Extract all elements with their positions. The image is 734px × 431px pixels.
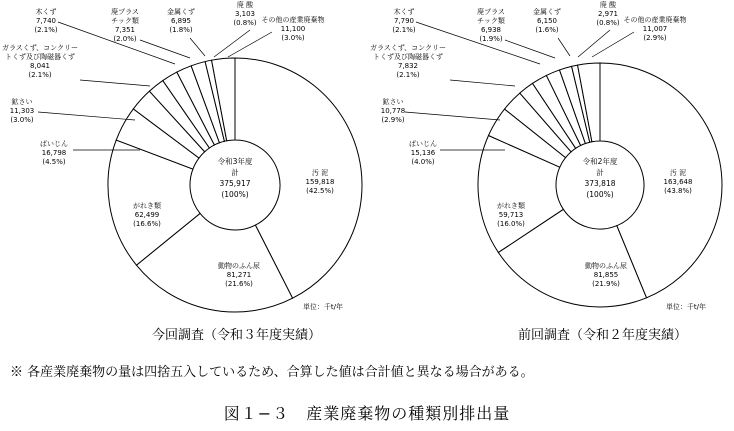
leader-line [38,112,135,120]
slice-label-line: (3.0%) [10,116,34,124]
chart-subtitle-previous: 前回調査（令和２年度実績） [518,328,688,343]
figure-title: 図１−３ 産業廃棄物の種類別排出量 [223,404,511,423]
pie-chart-1 [370,0,722,311]
slice-label [262,15,325,42]
slice-label-line: 7,832 [397,62,419,70]
slice-label-line: 7,740 [35,17,57,25]
slice-label-line: (2.1%) [396,71,420,79]
slice-label-line: 6,895 [170,17,192,25]
slice-label [392,7,416,34]
slice-label-line: 159,818 [305,178,335,186]
slice-label [133,201,161,228]
slice-label-line: (1.8%) [169,26,193,34]
slice-label-line: (21.9%) [592,280,620,288]
leader-line [505,40,555,58]
slice-label-line: チック類 [477,17,505,25]
slice-label-line: 10,778 [380,107,406,115]
chart-subtitle-current: 今回調査（令和３年度実績） [152,328,322,343]
slice-label-line: (2.1%) [28,71,52,79]
slice-label-line: (16.0%) [497,220,525,228]
slice-label-line: (16.6%) [133,220,161,228]
slice-label-line: (1.9%) [479,35,503,43]
slice-label-line: 11,303 [9,107,35,115]
slice-label-line: チック類 [111,17,139,25]
slice-label-line: 81,855 [593,271,619,279]
slice-label-line: 163,648 [663,178,693,186]
slice-label-line: ガラスくず、コンクリー [369,44,447,52]
slice-label-line: その他の産業廃棄物 [261,16,325,24]
unit-label: 単位：千t/年 [302,303,344,311]
slice-label-line: 鉱さい [382,98,404,106]
slice-label-line: 15,136 [410,149,436,157]
center-label: 373,818 [584,179,616,188]
leader-line [578,30,610,57]
slice-label-line: トくず及び陶磁器くず [373,53,443,61]
slice-label-line: 8,041 [29,62,51,70]
slice-label-line: (0.8%) [233,19,257,27]
slice-label-line: ばいじん [40,140,68,148]
slice-label-line: 7,790 [393,17,415,25]
slice-label-line: (0.8%) [596,19,620,27]
slice-label-line: 動物のふん尿 [585,262,627,270]
slice-label-line: 廃 酸 [599,1,617,9]
leader-line [190,38,205,56]
slice-label-line: 廃プラス [477,8,505,16]
slice-label-line: (1.6%) [535,26,559,34]
leader-line [214,30,250,57]
slice-label-line: 81,271 [226,271,252,279]
slice-label-line: その他の産業廃棄物 [623,16,687,24]
slice-label-line: (21.6%) [225,280,253,288]
leader-line [140,40,190,58]
slice-label-line: (2.0%) [113,35,137,43]
slice-label-line: (2.9%) [643,34,667,42]
slice-label-line: 廃 酸 [236,1,254,9]
slice-label [409,139,437,166]
slice-label-line: がれき類 [497,202,525,210]
slice-label-line: (2.1%) [392,26,416,34]
slice-label [167,7,195,34]
leader-line [450,80,515,86]
leader-line [592,32,634,57]
slice-label-line: 汚 泥 [311,169,329,177]
slice-label-line: 金属くず [533,8,561,16]
slice-label-line: 木くず [35,8,57,16]
slice-label-line: 11,100 [280,25,306,33]
slice-label-line: (43.8%) [664,187,692,195]
leader-line [558,38,570,56]
slice-label-line: 動物のふん尿 [218,262,260,270]
slice-label-line: (4.5%) [42,158,66,166]
slice-label [40,139,68,166]
slice-label [497,201,525,228]
slice-label [370,43,446,79]
center-label: (100%) [586,190,614,199]
slice-label [111,7,139,43]
slice-label-line: (42.5%) [306,187,334,195]
slice-label-line: 16,798 [41,149,67,157]
pie-chart-0 [2,0,362,312]
center-label: (100%) [221,190,249,199]
slice-label [533,7,561,34]
slice-label-line: 木くず [393,8,415,16]
slice-label-line: ばいじん [409,140,437,148]
slice-label-line: 11,007 [642,25,668,33]
leader-line [405,112,500,120]
slice-label [34,7,58,34]
slice-label-line: 汚 泥 [669,169,687,177]
center-label: 令和3年度 [217,157,253,166]
slice-label-line: 3,103 [234,10,256,18]
leader-line [80,80,150,86]
slice-label-line: 6,150 [536,17,558,25]
slice-label-line: (4.0%) [411,158,435,166]
slice-label-line: (2.1%) [34,26,58,34]
slice-label [2,43,78,79]
slice-label [10,97,35,124]
slice-label [233,0,257,27]
center-label: 令和2年度 [582,157,618,166]
slice-label-line: トくず及び陶磁器くず [5,53,75,61]
slice-label-line: 62,499 [134,211,160,219]
slice-label [624,15,687,42]
center-label: 計 [596,168,604,177]
slice-label-line: (3.0%) [281,34,305,42]
slice-label-line: 廃プラス [111,8,139,16]
slice-label-line: がれき類 [133,202,161,210]
footnote: ※ 各産業廃棄物の量は四捨五入しているため、合算した値は合計値と異なる場合がある。 [10,365,534,380]
slice-label [477,7,505,43]
slice-label-line: 6,938 [480,26,502,34]
leader-line [228,32,272,57]
slice-label-line: 鉱さい [11,98,33,106]
slice-label-line: 金属くず [167,8,195,16]
slice-label-line: 2,971 [597,10,619,18]
slice-label-line: ガラスくず、コンクリー [1,44,79,52]
unit-label: 単位：千t/年 [665,303,707,311]
slice-label-line: 59,713 [498,211,524,219]
slice-label [596,0,620,27]
center-label: 375,917 [219,179,251,188]
slice-label [381,97,406,124]
slice-label-line: 7,351 [114,26,136,34]
center-label: 計 [231,168,239,177]
slice-label-line: (2.9%) [381,116,405,124]
